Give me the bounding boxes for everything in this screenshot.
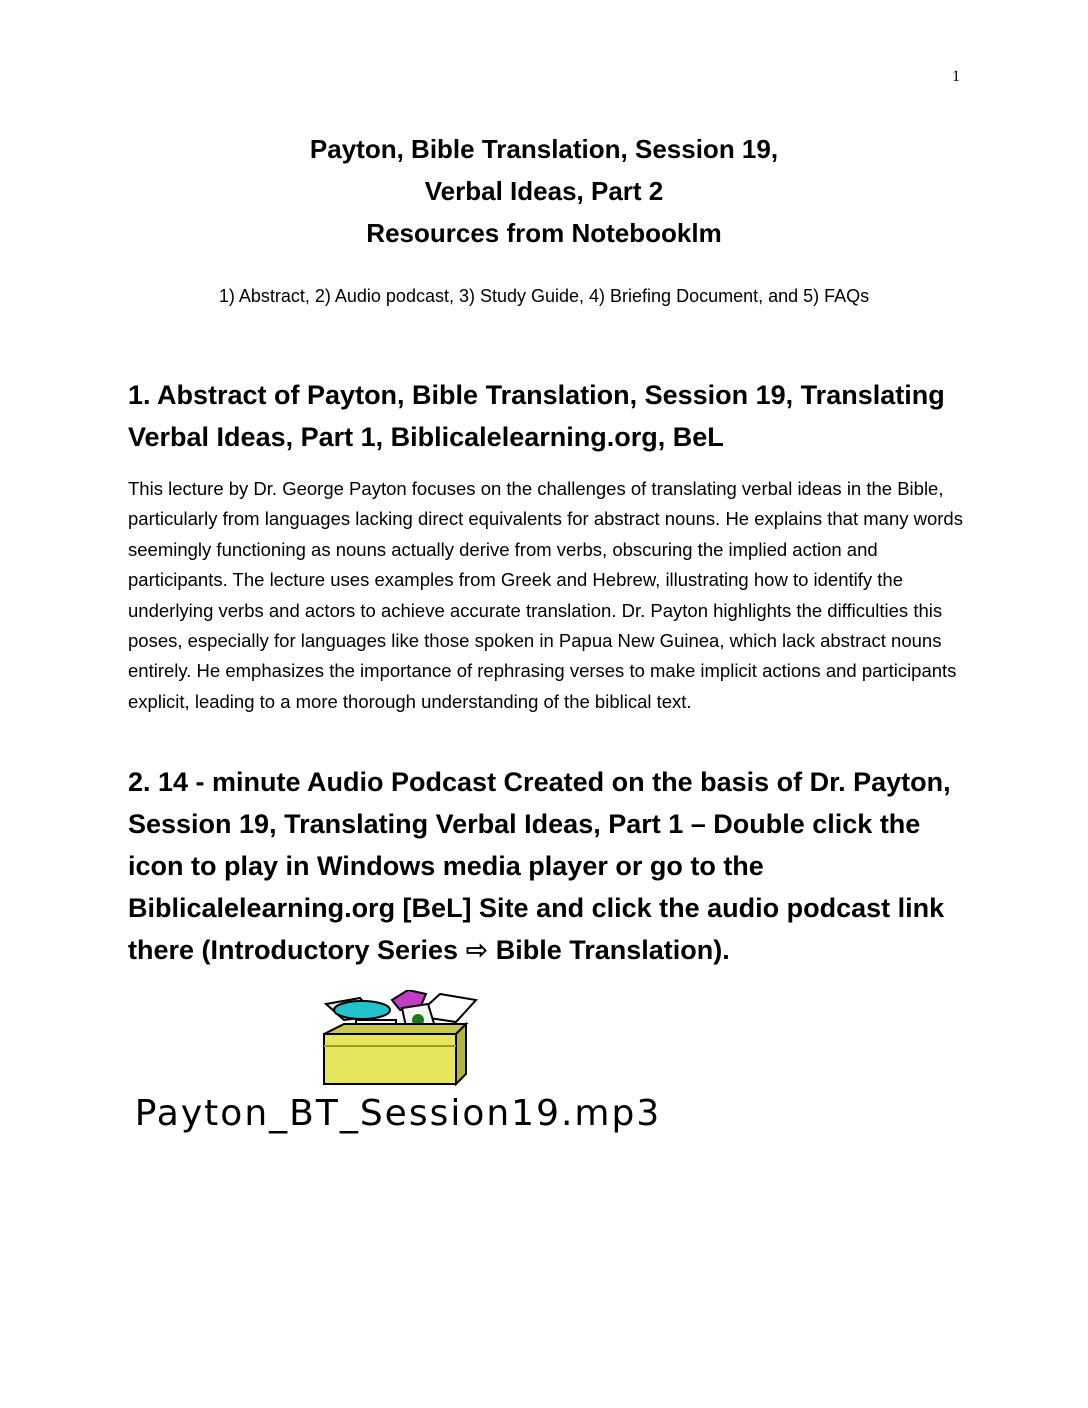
- podcast-heading-text: 2. 14 - minute Audio Podcast Created on the basis of Dr. Payton, Session 19, Translating Verbal Ideas, Part 1 – Double click the icon to play in Windows media player or go to the Biblicalelearning.org [BeL] Site and click the audio podcast link there (Introductory Series: [128, 767, 951, 965]
- package-audio-icon[interactable]: [316, 990, 480, 1086]
- document-title: [0, 128, 1088, 254]
- title-line-2: Verbal Ideas, Part 2: [424, 176, 664, 206]
- page-number: 1: [952, 68, 960, 85]
- title-line-3: Resources from Notebooklm: [366, 218, 722, 248]
- title-line-1: Payton, Bible Translation, Session 19,: [309, 134, 779, 164]
- podcast-heading: [128, 761, 968, 971]
- abstract-heading: 1. Abstract of Payton, Bible Translation, Session 19, Translating Verbal Ideas, Part 1, Biblicalelearning.org, BeL: [128, 380, 945, 452]
- podcast-heading-text-end: Bible Translation).: [495, 935, 730, 965]
- resource-list: 1) Abstract, 2) Audio podcast, 3) Study Guide, 4) Briefing Document, and 5) FAQs: [218, 286, 870, 306]
- abstract-body: This lecture by Dr. George Payton focuses on the challenges of translating verbal ideas in the Bible, particularly from languages lacking direct equivalents for abstract nouns. He explains that many words seemingly functioning as nouns actually derive from verbs, obscuring the implied action and participants. The lecture uses examples from Greek and Hebrew, illustrating how to identify the underlying verbs and actors to achieve accurate translation. Dr. Payton highlights the difficulties this poses, especially for languages like those spoken in Papua New Guinea, which lack abstract nouns entirely. He emphasizes the importance of rephrasing verses to make implicit actions and participants explicit, leading to a more thorough understanding of the biblical text.: [128, 478, 963, 712]
- audio-filename[interactable]: Payton_BT_Session19.mp3: [134, 1093, 662, 1134]
- arrow-icon: ⇨: [465, 935, 489, 965]
